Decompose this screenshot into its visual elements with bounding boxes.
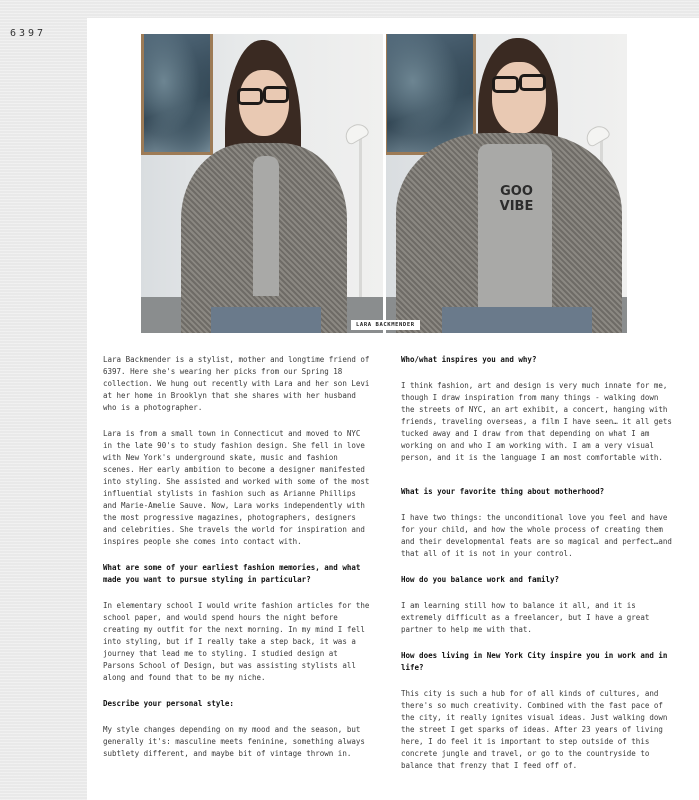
intro-paragraph-2: Lara is from a small town in Connecticut and moved to NYC in the late 90's to study fashion design. She fell in love with New York's underground skate, music and fashion scenes. Her early ambition to become a designer manifested into styling. She assisted and worked with some of the most influential stylists in fashion such as Arianne Phillips and Marie-Amelie Sauve. Now, Lara works independently with the most progressive magazines, photographers, designers and celebrities. She travels the world for inspiration and inspires people she comes into contact with.: [103, 429, 370, 546]
question-personal-style: Describe your personal style:: [103, 699, 234, 708]
t-shirt: [478, 144, 552, 314]
question-earliest-memories: What are some of your earliest fashion memories, and what made you want to pursue styling in particular?: [103, 563, 361, 584]
photo-left: [141, 34, 383, 333]
intro-paragraph-1: Lara Backmender is a stylist, mother and longtime friend of 6397. Here she's wearing her picks from our Spring 18 collection. We hung out recently with Lara and her son Levi at her home in Brooklyn that she shares with her husband who is a photographer.: [103, 355, 370, 412]
glasses-left-lens: [237, 88, 263, 105]
question-work-family: How do you balance work and family?: [401, 575, 560, 584]
article-column-left: [103, 348, 373, 760]
glasses-right-lens: [263, 86, 289, 103]
question-inspiration: Who/what inspires you and why?: [401, 355, 537, 364]
answer-motherhood: I have two things: the unconditional love you feel and have for your child, and how the whole process of creating them and their developmental feats are so magical and perfect…and that all of it is not in your control.: [401, 513, 672, 558]
floor-lamp: [359, 134, 362, 304]
article-column-right: [401, 348, 675, 772]
photo-caption: LARA BACKMENDER: [351, 320, 420, 330]
t-shirt: [253, 156, 279, 296]
article-page: [87, 18, 699, 800]
glasses-right-lens: [519, 74, 546, 91]
face: [492, 62, 546, 134]
wall-artwork: [141, 34, 213, 155]
jeans: [442, 307, 592, 333]
question-motherhood: What is your favorite thing about motherhood?: [401, 487, 605, 496]
answer-inspiration: I think fashion, art and design is very much innate for me, though I draw inspiration from many things - walking down the streets of NYC, an art exhibit, a concert, hanging with friends, traveling overseas, a film I have seen… it all gets tucked away and I draw from that depending on what I am working on and who I am working with. I am a very visual person, and it is the language I am most comfortable with.: [401, 381, 672, 462]
answer-earliest-memories: In elementary school I would write fashion articles for the school paper, and would spend hours the night before creating my outfit for the next morning. In my mind I fell into styling, but if I really take a step back, it was a journey that lead me to styling. I studied design at Parsons School of Design, but was assisting stylists all along and found that to be my niche.: [103, 601, 370, 682]
lamp-shade: [343, 121, 369, 144]
brand-logo[interactable]: 6397: [10, 28, 47, 39]
answer-work-family: I am learning still how to balance it all, and it is extremely difficult as a freelancer, but I have a great partner to help me with that.: [401, 601, 650, 634]
shirt-print-line-1: GOO: [500, 184, 533, 199]
shirt-print: [492, 184, 542, 214]
jeans: [211, 307, 321, 333]
shirt-print-line-2: VIBE: [499, 199, 534, 214]
answer-personal-style: My style changes depending on my mood and the season, but generally it's: masculine meets feninine, something always subtlety different, and maybe bit of vintage thrown in.: [103, 725, 365, 758]
lamp-shade: [583, 123, 609, 146]
photo-right: [386, 34, 628, 333]
question-new-york: How does living in New York City inspire you in work and in life?: [401, 651, 668, 672]
hero-photos: [141, 34, 627, 333]
glasses-left-lens: [492, 76, 519, 93]
answer-new-york: This city is such a hub for of all kinds of cultures, and there's so much creativity. Combined with the fast pace of the city, it really ignites visual ideas. Just walking down the street I get sparks of ideas. After 23 years of living here, I do feel it is important to step outside of this concrete jungle and travel, or go to the countryside to balance that frenzy that I feed off of.: [401, 689, 668, 770]
